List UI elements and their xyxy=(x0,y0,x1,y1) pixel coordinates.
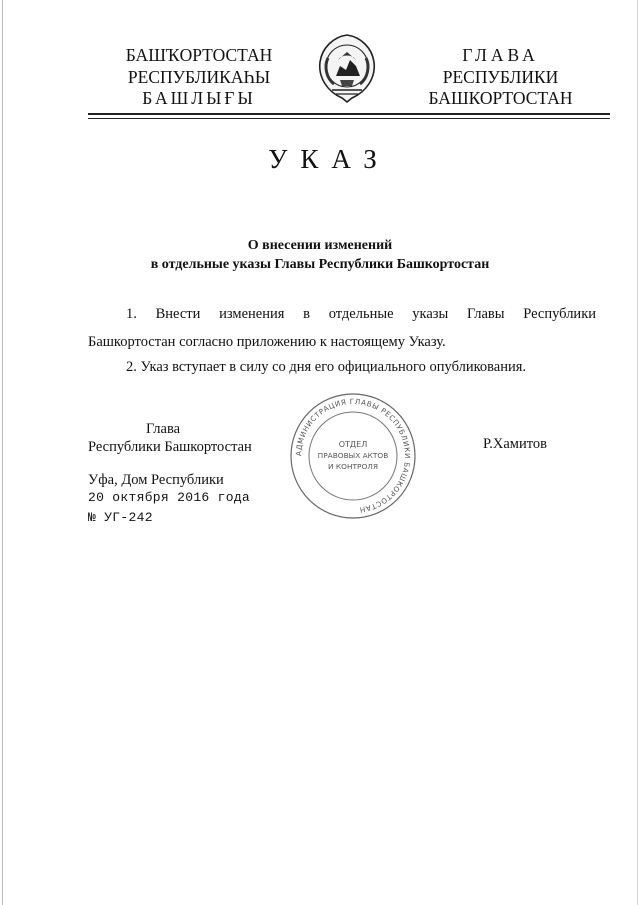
header-right-line-3: БАШКОРТОСТАН xyxy=(428,88,573,108)
header-right-line-1: ГЛАВА xyxy=(462,45,539,65)
signatory-name: Р.Хамитов xyxy=(483,436,547,452)
header-right-russian xyxy=(418,45,583,110)
paragraph-1-line-1: 1. Внести изменения в отдельные указы Главы Республики xyxy=(126,306,596,322)
document-subject xyxy=(100,236,540,274)
signatory-post-line-1: Глава xyxy=(146,421,181,437)
coat-of-arms-icon xyxy=(316,32,378,104)
paragraph-2: 2. Указ вступает в силу со дня его официального опубликования. xyxy=(126,359,527,375)
header-left-line-1: БАШҠОРТОСТАН xyxy=(125,45,273,65)
signing-date: 20 октября 2016 года xyxy=(88,490,251,505)
header-left-bashkir xyxy=(113,45,285,110)
paragraph-1-line-2: Башкортостан согласно приложению к настоящему Указу. xyxy=(88,334,446,350)
stamp-ring-text: АДМИНИСТРАЦИЯ ГЛАВЫ РЕСПУБЛИКИ БАШКОРТОСТАН xyxy=(293,396,413,515)
signing-place: Уфа, Дом Республики xyxy=(88,472,224,488)
header-left-line-3: БАШЛЫҒЫ xyxy=(142,88,256,108)
stamp-center-line-2: ПРАВОВЫХ АКТОВ xyxy=(317,451,389,460)
header-left-line-2: РЕСПУБЛИКАҺЫ xyxy=(127,66,271,87)
subject-line-2: в отдельные указы Главы Республики Башкортостан xyxy=(150,257,490,272)
signatory-post xyxy=(88,420,288,456)
stamp-center-line-1: ОТДЕЛ xyxy=(338,440,368,449)
page-edge-right xyxy=(637,0,638,905)
decree-number: № УГ-242 xyxy=(88,510,153,525)
header-rule-thin xyxy=(88,118,610,119)
subject-line-1: О внесении изменений xyxy=(247,238,393,253)
header-rule-thick xyxy=(88,113,610,115)
stamp-center-line-3: И КОНТРОЛЯ xyxy=(328,462,378,471)
document-type-title: УКАЗ xyxy=(268,144,390,174)
signatory-post-line-2: Республики Башкортостан xyxy=(88,439,252,455)
header-right-line-2: РЕСПУБЛИКИ xyxy=(442,66,559,87)
approval-stamp xyxy=(287,390,419,522)
page-edge-left xyxy=(2,0,3,905)
